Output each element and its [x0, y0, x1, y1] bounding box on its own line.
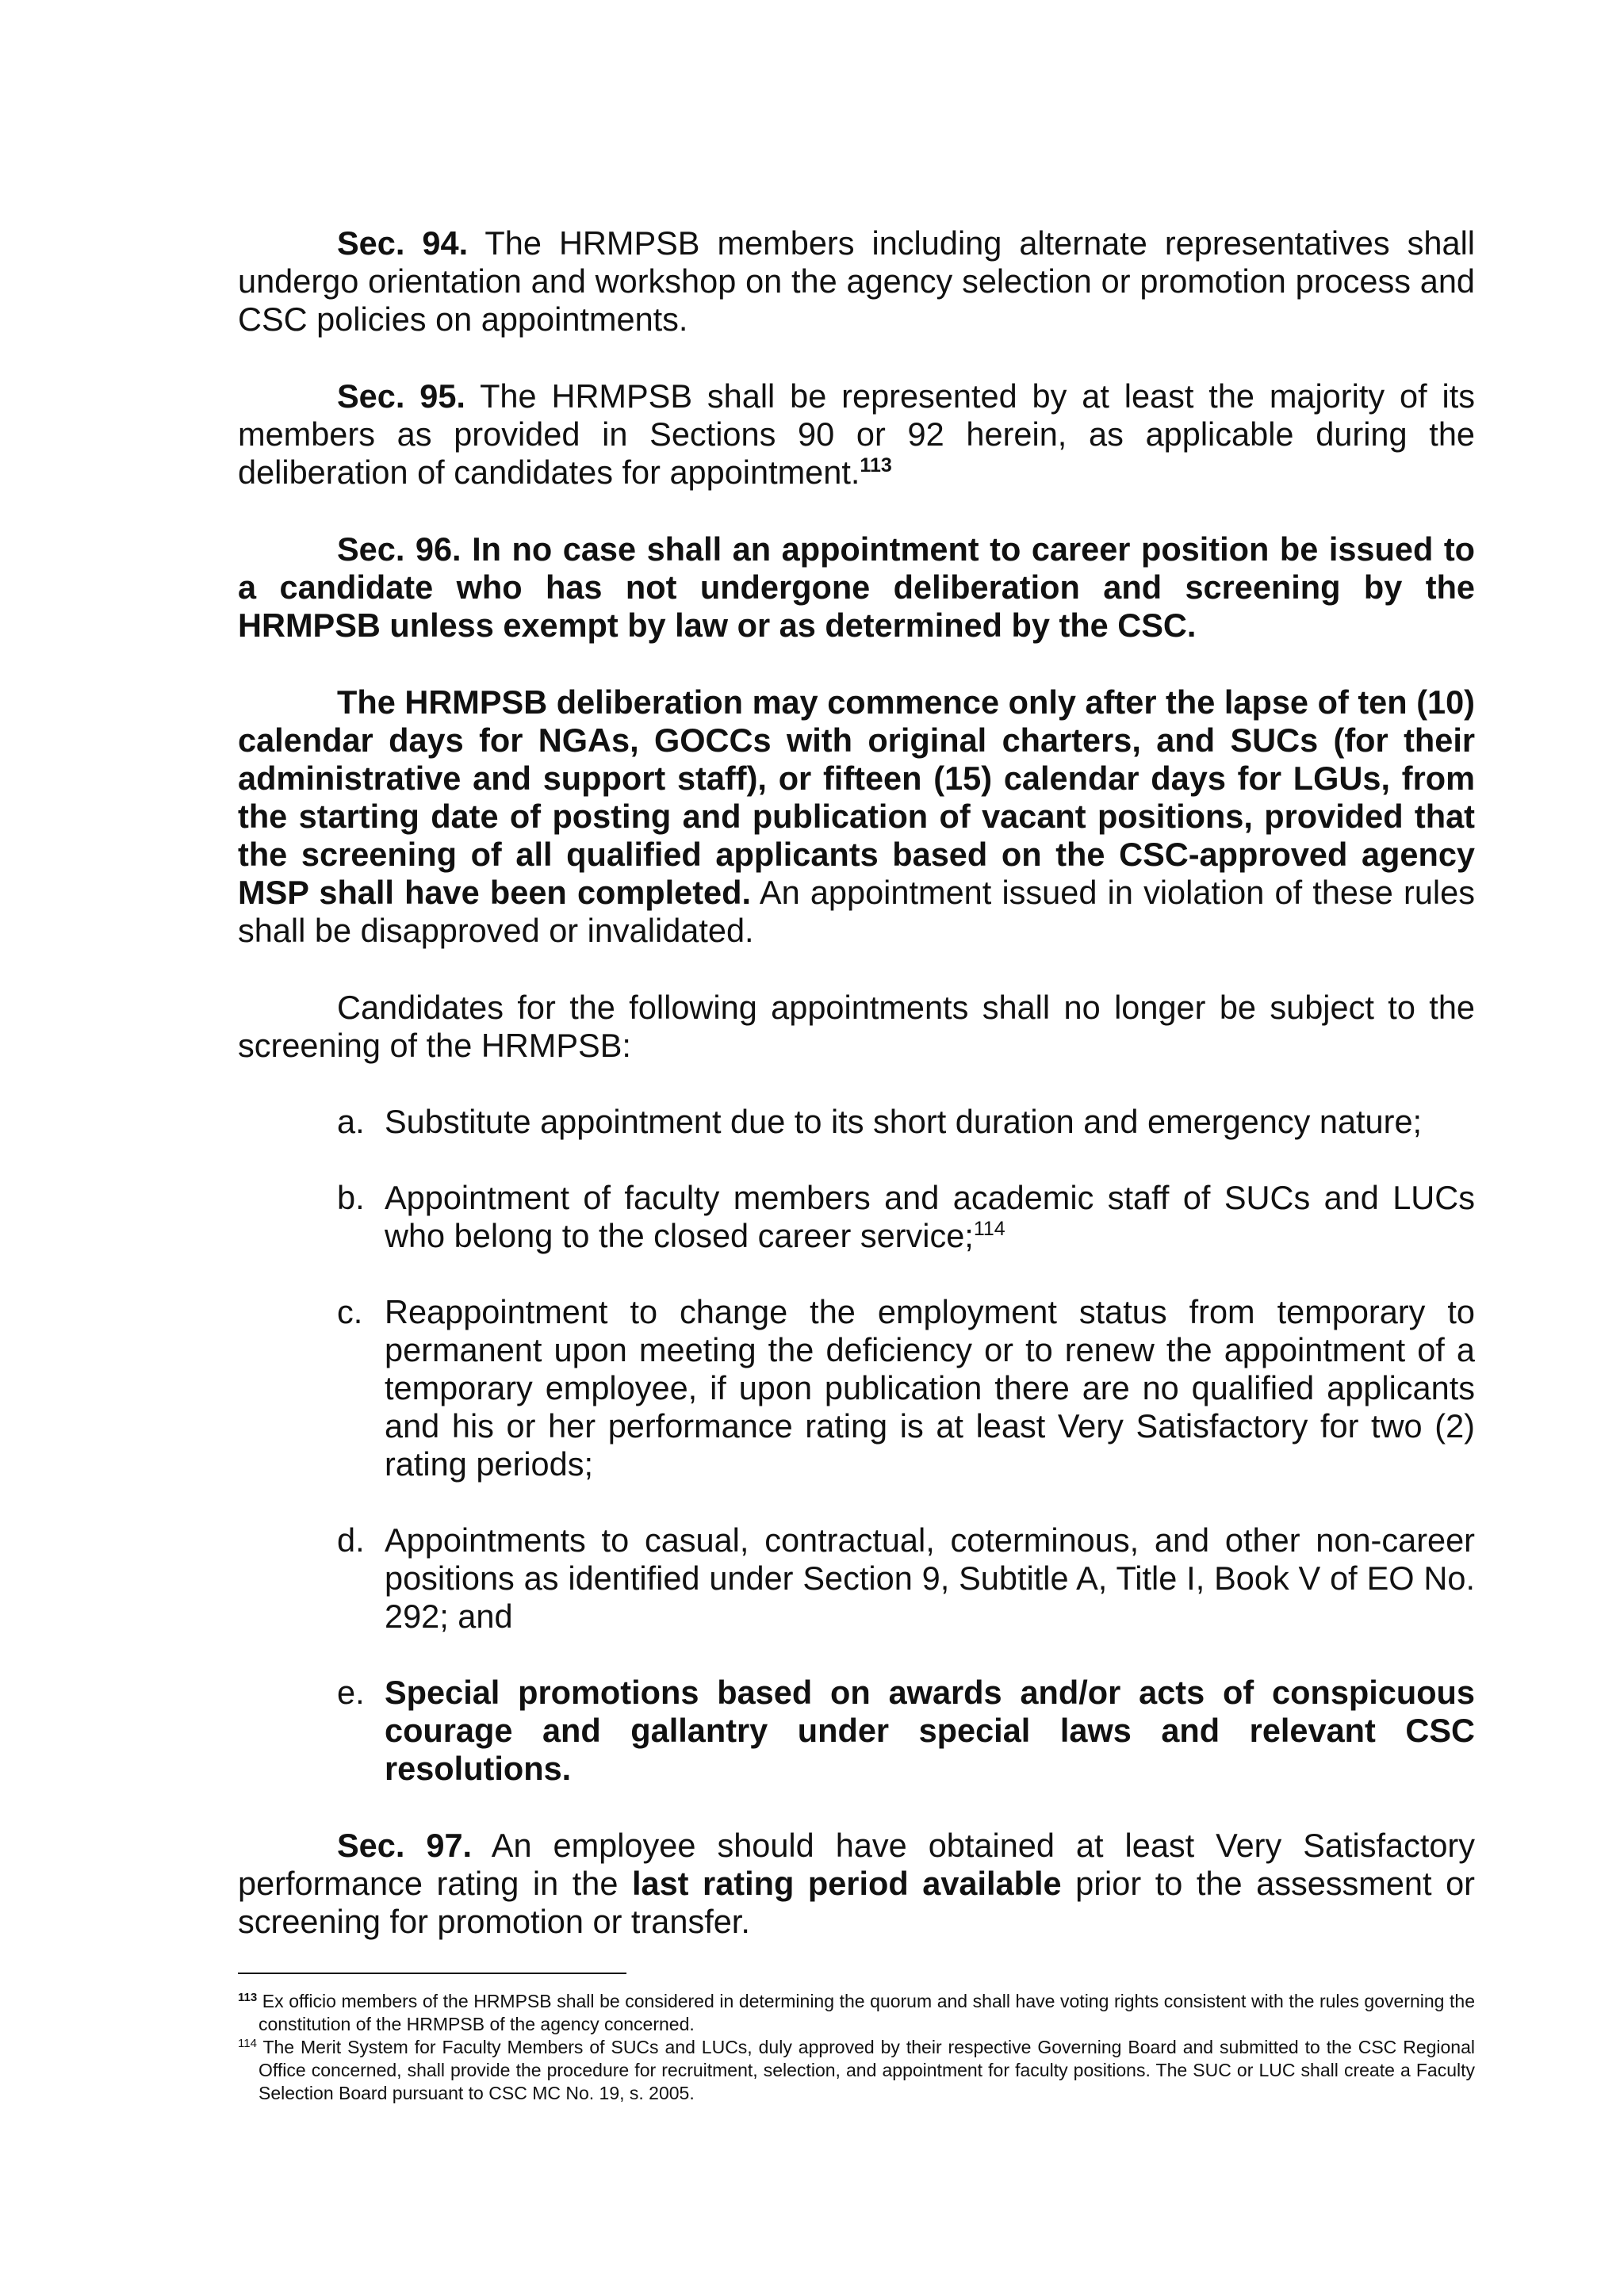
- section-95-text: The HRMPSB shall be represented by at least the majority of its members as provided in Sections 90 or 92 herein, as applicable during the deliberation of candidates for appointment.: [238, 377, 1476, 491]
- footnote-114: [238, 2036, 1475, 2105]
- section-96-exemption-intro: Candidates for the following appointments shall no longer be subject to the screening of the HRMPSB:: [238, 989, 1475, 1064]
- section-96-paragraph-3: [238, 989, 1475, 1065]
- list-item-b: [337, 1179, 1475, 1255]
- section-95: [238, 377, 1475, 492]
- section-96-deliberation-bold: The HRMPSB deliberation may commence only after the lapse of ten (10) calendar days for NGAs, GOCCs with original charters, and SUCs (for their administrative and support staff), or fifteen (15) calendar days for LGUs, from the starting date of posting and publication of vacant positions, provided that the screening of all qualified applicants based on the CSC-approved agency MSP shall have been completed.: [238, 683, 1475, 911]
- list-item-d: [337, 1521, 1475, 1636]
- section-97-text-2: prior to the assessment or screening for promotion or transfer.: [238, 1865, 1475, 1940]
- list-item-text: Appointment of faculty members and academic staff of SUCs and LUCs who belong to the closed career service;: [385, 1179, 1475, 1254]
- section-97: [238, 1827, 1475, 1941]
- footnote-text: The Merit System for Faculty Members of SUCs and LUCs, duly approved by their respective Governing Board and submitted to the CSC Regional Office concerned, shall provide the procedure for recruitment, selection, and appointment for faculty positions. The SUC or LUC shall create a Faculty Selection Board pursuant to CSC MC No. 19, s. 2005.: [256, 2037, 1475, 2103]
- footnote-text: Ex officio members of the HRMPSB shall be considered in determining the quorum and shall have voting rights consistent with the rules governing the constitution of the HRMPSB of the agency concerned.: [257, 1991, 1475, 2034]
- section-96-deliberation-text: An appointment issued in violation of these rules shall be disapproved or invalidated.: [238, 874, 1475, 949]
- section-94: [238, 224, 1475, 339]
- list-item-text: Substitute appointment due to its short duration and emergency nature;: [385, 1103, 1423, 1140]
- list-marker: d.: [337, 1521, 365, 1559]
- footnote-divider: [238, 1973, 626, 1974]
- list-item-text: Reappointment to change the employment status from temporary to permanent upon meeting the deficiency or to renew the appointment of a temporary employee, if upon publication there are no qualified applicants and his or her performance rating is at least Very Satisfactory for two (2) rating periods;: [385, 1293, 1475, 1483]
- list-marker: a.: [337, 1103, 365, 1140]
- section-96-paragraph-2: [238, 683, 1475, 950]
- list-item-a: [337, 1103, 1475, 1141]
- footnote-ref-114[interactable]: 114: [973, 1218, 1005, 1240]
- list-marker: b.: [337, 1179, 365, 1216]
- section-95-label: Sec. 95.: [337, 377, 465, 415]
- list-item-text-wrap: [385, 1179, 1475, 1255]
- footnote-113: [238, 1990, 1475, 2036]
- section-97-bold: last rating period available: [631, 1865, 1062, 1902]
- footnote-ref-113[interactable]: 113: [860, 454, 892, 476]
- list-item-text-wrap: [385, 1674, 1475, 1788]
- document-body: [238, 224, 1475, 1941]
- section-97-text-1: An employee should have obtained at least Very Satisfactory performance rating in the: [238, 1827, 1476, 1902]
- section-96-paragraph-1: [238, 530, 1475, 645]
- list-item-e: [337, 1674, 1475, 1788]
- list-item-c: [337, 1293, 1475, 1483]
- section-94-label: Sec. 94.: [337, 224, 469, 262]
- footnote-number: 113: [238, 1991, 258, 2004]
- list-marker: c.: [337, 1293, 363, 1330]
- exemption-list: [337, 1103, 1475, 1788]
- section-94-text: The HRMPSB members including alternate representatives shall undergo orientation and workshop on the agency selection or promotion process and CSC policies on appointments.: [238, 224, 1476, 338]
- list-item-text: Appointments to casual, contractual, coterminous, and other non-career positions as identified under Section 9, Subtitle A, Title I, Book V of EO No. 292; and: [385, 1521, 1475, 1635]
- list-item-text: Special promotions based on awards and/or acts of conspicuous courage and gallantry under special laws and relevant CSC resolutions.: [385, 1674, 1475, 1787]
- footnote-number: 114: [238, 2037, 257, 2050]
- section-96-bold-text: Sec. 96. In no case shall an appointment to career position be issued to a candidate who has not undergone deliberation and screening by the HRMPSB unless exempt by law or as determined by the CSC.: [238, 530, 1475, 644]
- section-97-label: Sec. 97.: [337, 1827, 473, 1864]
- list-marker: e.: [337, 1674, 365, 1711]
- footnotes: [238, 1973, 1475, 2105]
